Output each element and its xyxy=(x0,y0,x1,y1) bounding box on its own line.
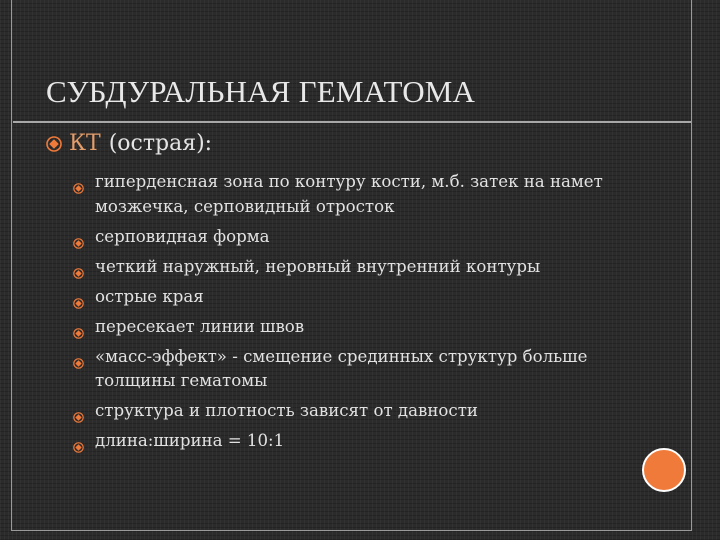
list-item-text: структура и плотность зависят от давности xyxy=(95,401,478,420)
list-item-text: гиперденсная зона по контуру кости, м.б. затек на намет мозжечка, серповидный отросток xyxy=(95,172,603,216)
slide-title: СУБДУРАЛЬНАЯ ГЕМАТОМА xyxy=(46,74,476,109)
list-item-text: длина:ширина = 10:1 xyxy=(95,431,285,450)
circled-diamond-icon xyxy=(73,322,84,333)
list-item-text: острые края xyxy=(95,286,204,306)
list-item xyxy=(73,399,633,424)
title-divider xyxy=(13,121,691,123)
circled-diamond-icon xyxy=(73,406,84,417)
circled-diamond-icon xyxy=(73,262,84,273)
list-item-text: пересекает линии швов xyxy=(95,316,305,336)
list-item-text: серповидная форма xyxy=(95,226,270,246)
list-item-text: четкий наружный, неровный внутренний контуры xyxy=(95,256,541,276)
list-item xyxy=(73,255,633,280)
heading-label-accent: КТ xyxy=(69,131,101,156)
circled-diamond-icon xyxy=(73,292,84,303)
list-item xyxy=(73,345,633,394)
list-item xyxy=(73,170,633,219)
circled-diamond-icon xyxy=(73,177,84,188)
circled-diamond-icon xyxy=(46,136,62,152)
circled-diamond-icon xyxy=(73,436,84,447)
circled-diamond-icon xyxy=(73,232,84,243)
list-item xyxy=(73,225,633,250)
orange-circle-decoration xyxy=(642,448,686,492)
list-item xyxy=(73,315,633,340)
list-item-text: «масс-эффект» - смещение срединных структур больше толщины гематомы xyxy=(95,346,588,390)
list-item xyxy=(73,285,633,310)
heading-label-rest: (острая): xyxy=(108,131,213,156)
bullet-list xyxy=(73,170,633,459)
list-item xyxy=(73,429,633,454)
heading-ct-acute xyxy=(46,131,212,156)
circled-diamond-icon xyxy=(73,352,84,363)
